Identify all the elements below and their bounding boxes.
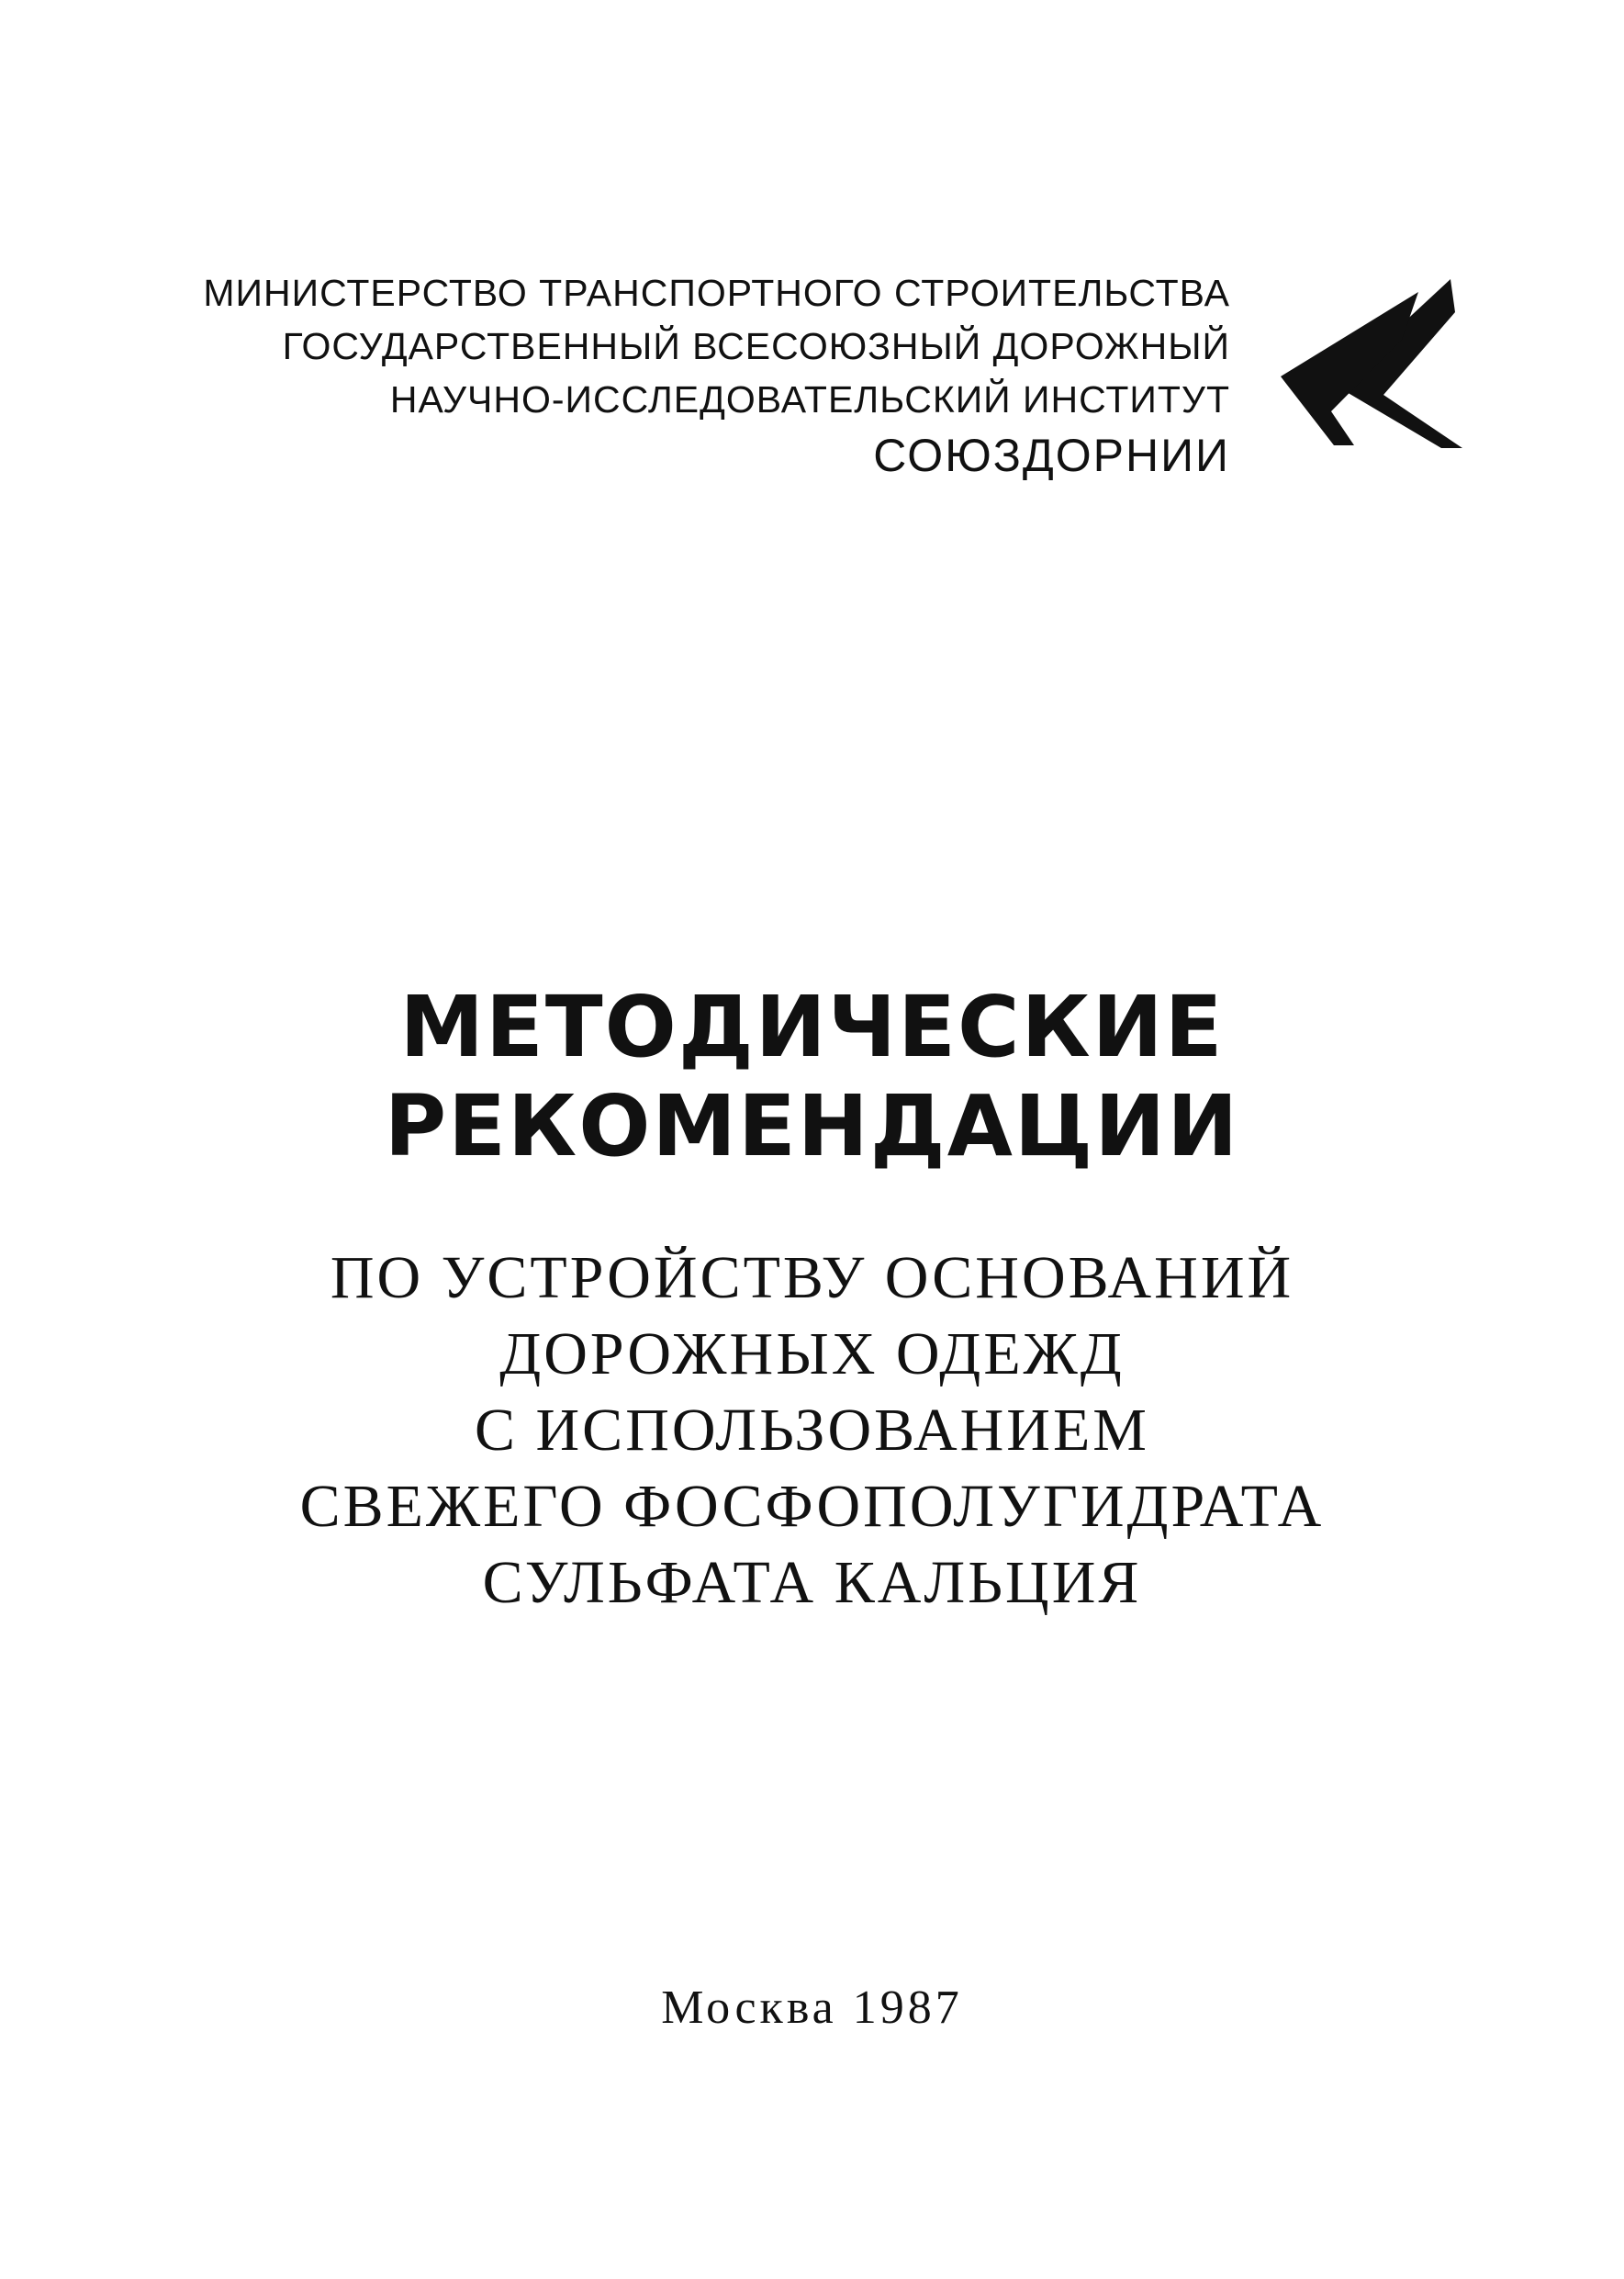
document-subtitle — [0, 1240, 1624, 1621]
title-line-1: МЕТОДИЧЕСКИЕ — [399, 978, 1225, 1076]
subtitle-line-3: С ИСПОЛЬЗОВАНИЕМ — [475, 1397, 1149, 1464]
subtitle-line-1: ПО УСТРОЙСТВУ ОСНОВАНИЙ — [330, 1244, 1294, 1311]
institute-line-2: НАУЧНО-ИССЛЕДОВАТЕЛЬСКИЙ ИНСТИТУТ — [389, 378, 1230, 421]
institute-acronym: СОЮЗДОРНИИ — [873, 430, 1230, 481]
title-line-2: РЕКОМЕНДАЦИИ — [384, 1077, 1240, 1175]
publisher-header — [184, 266, 1230, 485]
city-year-imprint: Москва 1987 — [661, 1981, 963, 2034]
document-title — [0, 978, 1624, 1176]
subtitle-line-5: СУЛЬФАТА КАЛЬЦИЯ — [482, 1549, 1142, 1616]
subtitle-line-2: ДОРОЖНЫХ ОДЕЖД — [499, 1320, 1125, 1387]
double-chevron-logo-icon — [1281, 275, 1464, 459]
institute-line-1: ГОСУДАРСТВЕННЫЙ ВСЕСОЮЗНЫЙ ДОРОЖНЫЙ — [282, 325, 1230, 367]
subtitle-line-4: СВЕЖЕГО ФОСФОПОЛУГИДРАТА — [299, 1473, 1325, 1540]
ministry-line: МИНИСТЕРСТВО ТРАНСПОРТНОГО СТРОИТЕЛЬСТВА — [203, 272, 1230, 314]
